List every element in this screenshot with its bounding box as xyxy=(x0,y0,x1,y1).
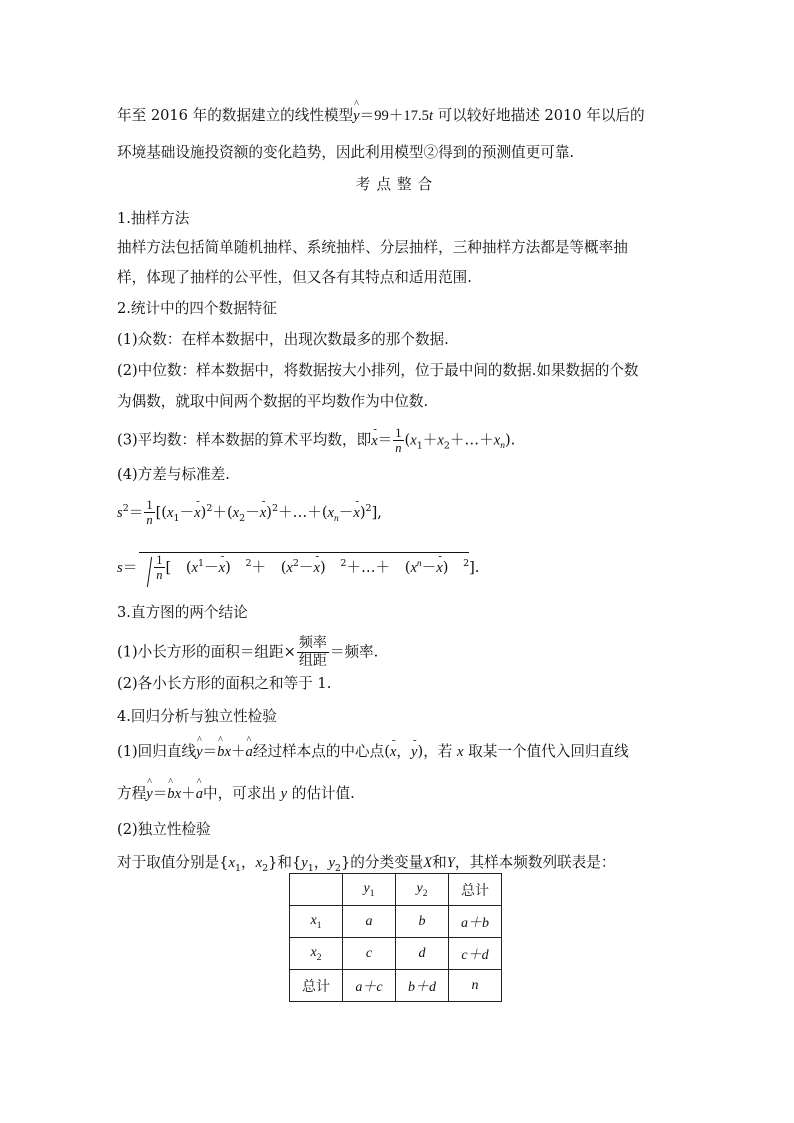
variance-formula: $s^2=$ $\frac{1}{n}$ [($x_1--$ $x)^2+(x_2--$ $x)^2+\dots+(x_n--$ x)$^2$], xyxy=(117,498,682,530)
reg-text: 经过样本点的中心点 xyxy=(252,743,385,760)
intro-line-2: 环境基础设施投资额的变化趋势，因此利用模型②得到的预测值更可靠. xyxy=(117,144,575,161)
eq-text: 中，可求出 xyxy=(202,785,276,802)
reg-label: (1)回归直线 xyxy=(117,743,197,760)
mean-label: (3)平均数：样本数据的算术平均数，即 xyxy=(117,431,372,449)
stddev-formula: s＝ $\frac{1}{n}$ [ ($x^1--$ x) $^2$＋ ($x^2--$ x) $^2$＋…＋ ($x^n--$ x) $^2$]. xyxy=(117,552,682,582)
s4-item-2: (2)独立性检验 xyxy=(117,821,211,838)
header-cell-total: 总计 xyxy=(449,874,502,906)
area-label: (1)小长方形的面积＝组距× xyxy=(117,643,296,661)
area-result: ＝频率. xyxy=(329,643,379,661)
table-intro: 对于取值分别是{ xyxy=(117,854,229,871)
var-t: t xyxy=(428,108,434,124)
header-cell-blank xyxy=(290,874,343,906)
table-intro-3: }的分类变量 xyxy=(340,854,424,871)
s4-title: 4.回归分析与独立性检验 xyxy=(117,708,277,725)
table-cell: b＋d xyxy=(396,970,449,1002)
row-label-x2: $x_2$ xyxy=(290,938,343,970)
s2-item-4: (4)方差与标准差. xyxy=(117,466,230,483)
table-cell: a＋b xyxy=(449,906,502,938)
row-label-x1: $x_1$ xyxy=(290,906,343,938)
s4-item-3: 对于取值分别是{$x_1$，$x_2$}和{$y_1$，$y_2$}的分类变量X和Y，其样本频数列联表是： xyxy=(117,854,616,874)
intro-text: 年至 2016 年的数据建立的线性模型 xyxy=(117,107,354,124)
s1-p1: 抽样方法包括简单随机抽样、系统抽样、分层抽样，三种抽样方法都是等概率抽 xyxy=(117,239,628,256)
table-header-row xyxy=(290,874,502,906)
reg-text-2: ，若 xyxy=(423,743,453,760)
frac-top: 频率 xyxy=(298,635,327,651)
s4-item-1b: 方程^ y＝^ bx＋^ a中，可求出 y 的估计值. xyxy=(117,783,682,805)
s1-title: 1.抽样方法 xyxy=(117,210,190,227)
s2-item-2b: 为偶数，就取中间两个数据的平均数作为中位数. xyxy=(117,393,429,410)
intro-line-1 xyxy=(117,105,682,127)
freq-over-width xyxy=(297,635,329,670)
x-bar: - x xyxy=(371,430,377,452)
one-over-n: $\frac{1}{n}$ xyxy=(395,426,402,455)
s2-item-1: (1)众数：在样本数据中，出现次数最多的那个数据. xyxy=(117,331,449,348)
table-cell: a xyxy=(343,906,396,938)
table-intro-2: }和{ xyxy=(268,854,302,871)
table-intro-4: ，其样本频数列联表是： xyxy=(454,854,616,871)
frac-bottom: 组距 xyxy=(298,653,327,669)
table-row xyxy=(290,906,502,938)
reg-text-3: 取某一个值代入回归直线 xyxy=(468,743,629,760)
s2-title: 2.统计中的四个数据特征 xyxy=(117,300,277,317)
table-cell: d xyxy=(396,938,449,970)
row-label-total: 总计 xyxy=(290,970,343,1002)
y-hat: ^ y xyxy=(353,105,359,127)
s2-item-2a: (2)中位数：样本数据中，将数据按大小排列，位于最中间的数据.如果数据的个数 xyxy=(117,362,639,379)
table-cell: a＋c xyxy=(343,970,396,1002)
table-row xyxy=(290,970,502,1002)
table-row xyxy=(290,938,502,970)
table-cell: c＋d xyxy=(449,938,502,970)
s1-p2: 样，体现了抽样的公平性，但又各有其特点和适用范围. xyxy=(117,269,472,286)
s4-item-1a: (1)回归直线^ y＝^ bx＋^ a经过样本点的中心点(- x，- y)，若 x 取某一个值代入回归直线 xyxy=(117,741,682,763)
intro-text-cont: 可以较好地描述 2010 年以后的 xyxy=(437,107,645,124)
table-cell: n xyxy=(449,970,502,1002)
header-cell-y1: $y_1$ xyxy=(343,874,396,906)
s2-item-3: (3)平均数：样本数据的算术平均数，即- x＝ $\frac{1}{n}$ $(x_1+x_2+\dots+x_n)$. xyxy=(117,426,682,457)
eq-label: 方程 xyxy=(117,785,147,802)
s3-item-2: (2)各小长方形的面积之和等于 1. xyxy=(117,675,332,692)
model-formula: ＝99＋17.5 xyxy=(359,108,429,124)
section-title: 考点整合 xyxy=(355,176,439,193)
s3-item-1 xyxy=(117,635,682,670)
table-cell: b xyxy=(396,906,449,938)
table-cell: c xyxy=(343,938,396,970)
s3-title: 3.直方图的两个结论 xyxy=(117,604,248,621)
eq-text-2: 的估计值. xyxy=(291,785,355,802)
header-cell-y2: $y_2$ xyxy=(396,874,449,906)
contingency-table xyxy=(289,873,502,1002)
